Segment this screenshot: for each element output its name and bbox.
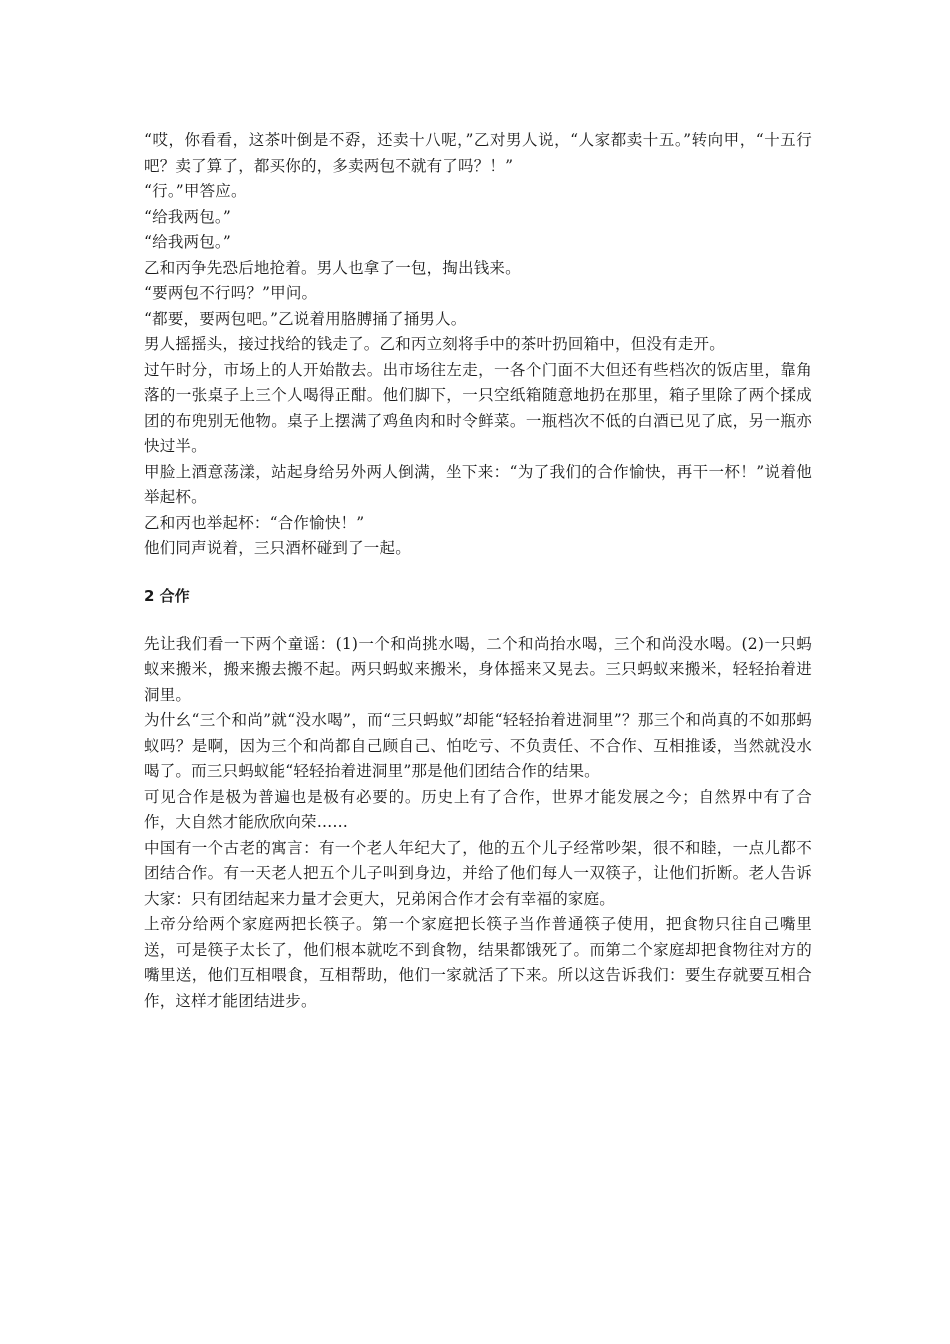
- paragraph: 乙和丙争先恐后地抢着。男人也拿了一包，掏出钱来。: [144, 258, 521, 277]
- section-cooperation: [144, 632, 812, 1015]
- paragraph: 先让我们看一下两个童谣：(1)一个和尚挑水喝，二个和尚抬水喝，三个和尚没水喝。(2)一只蚂蚁来搬米，搬来搬去搬不起。两只蚂蚁来搬米，身体摇来又晃去。三只蚂蚁来搬米，轻轻抬着进洞里。: [144, 634, 812, 704]
- paragraph: 中国有一个古老的寓言：有一个老人年纪大了，他的五个儿子经常吵架，很不和睦，一点儿都不团结合作。有一天老人把五个儿子叫到身边，并给了他们每人一双筷子，让他们折断。老人告诉大家：只有团结起来力量才会更大，兄弟闲合作才会有幸福的家庭。: [144, 838, 812, 908]
- paragraph: “哎，你看看，这茶叶倒是不孬，还卖十八呢，”乙对男人说，“人家都卖十五。”转向甲，“十五行吧？卖了算了，都买你的，多卖两包不就有了吗？！”: [144, 131, 812, 175]
- paragraph: 可见合作是极为普遍也是极有必要的。历史上有了合作，世界才能发展之今；自然界中有了合作，大自然才能欣欣向荣……: [144, 787, 812, 831]
- paragraph: “给我两包。”: [144, 207, 231, 226]
- paragraph: “要两包不行吗？”甲问。: [144, 284, 318, 302]
- paragraph: 男人摇摇头，接过找给的钱走了。乙和丙立刻将手中的茶叶扔回箱中，但没有走开。: [144, 335, 725, 353]
- document-page: [144, 128, 812, 1014]
- paragraph: 甲脸上酒意荡漾，站起身给另外两人倒满，坐下来：“为了我们的合作愉快，再干一杯！”说着他举起杯。: [144, 462, 812, 506]
- paragraph: “行。”甲答应。: [144, 182, 247, 200]
- section-story: [144, 128, 812, 562]
- paragraph: 过午时分，市场上的人开始散去。出市场往左走，一各个门面不大但还有些档次的饭店里，靠角落的一张桌子上三个人喝得正酣。他们脚下，一只空纸箱随意地扔在那里，箱子里除了两个揉成团的布兜别无他物。桌子上摆满了鸡鱼肉和时令鲜菜。一瓶档次不低的白酒已见了底，另一瓶亦快过半。: [144, 360, 812, 455]
- paragraph: 为什幺“三个和尚”就“没水喝”，而“三只蚂蚁”却能“轻轻抬着进洞里”？那三个和尚真的不如那蚂蚁吗？是啊，因为三个和尚都自己顾自己、怕吃亏、不负责任、不合作、互相推诿，当然就没水喝了。而三只蚂蚁能“轻轻抬着进洞里”那是他们团结合作的结果。: [144, 711, 812, 780]
- paragraph: “给我两包。”: [144, 233, 231, 251]
- paragraph: 他们同声说着，三只酒杯碰到了一起。: [144, 539, 411, 557]
- section-heading: 2 合作: [144, 586, 190, 605]
- paragraph: “都要，要两包吧。”乙说着用胳膊捅了捅男人。: [144, 309, 467, 328]
- paragraph: 乙和丙也举起杯：“合作愉快！”: [144, 513, 365, 532]
- paragraph: 上帝分给两个家庭两把长筷子。第一个家庭把长筷子当作普通筷子使用，把食物只往自己嘴里送，可是筷子太长了，他们根本就吃不到食物，结果都饿死了。而第二个家庭却把食物往对方的嘴里送，他们互相喂食，互相帮助，他们一家就活了下来。所以这告诉我们：要生存就要互相合作，这样才能团结进步。: [144, 915, 812, 1010]
